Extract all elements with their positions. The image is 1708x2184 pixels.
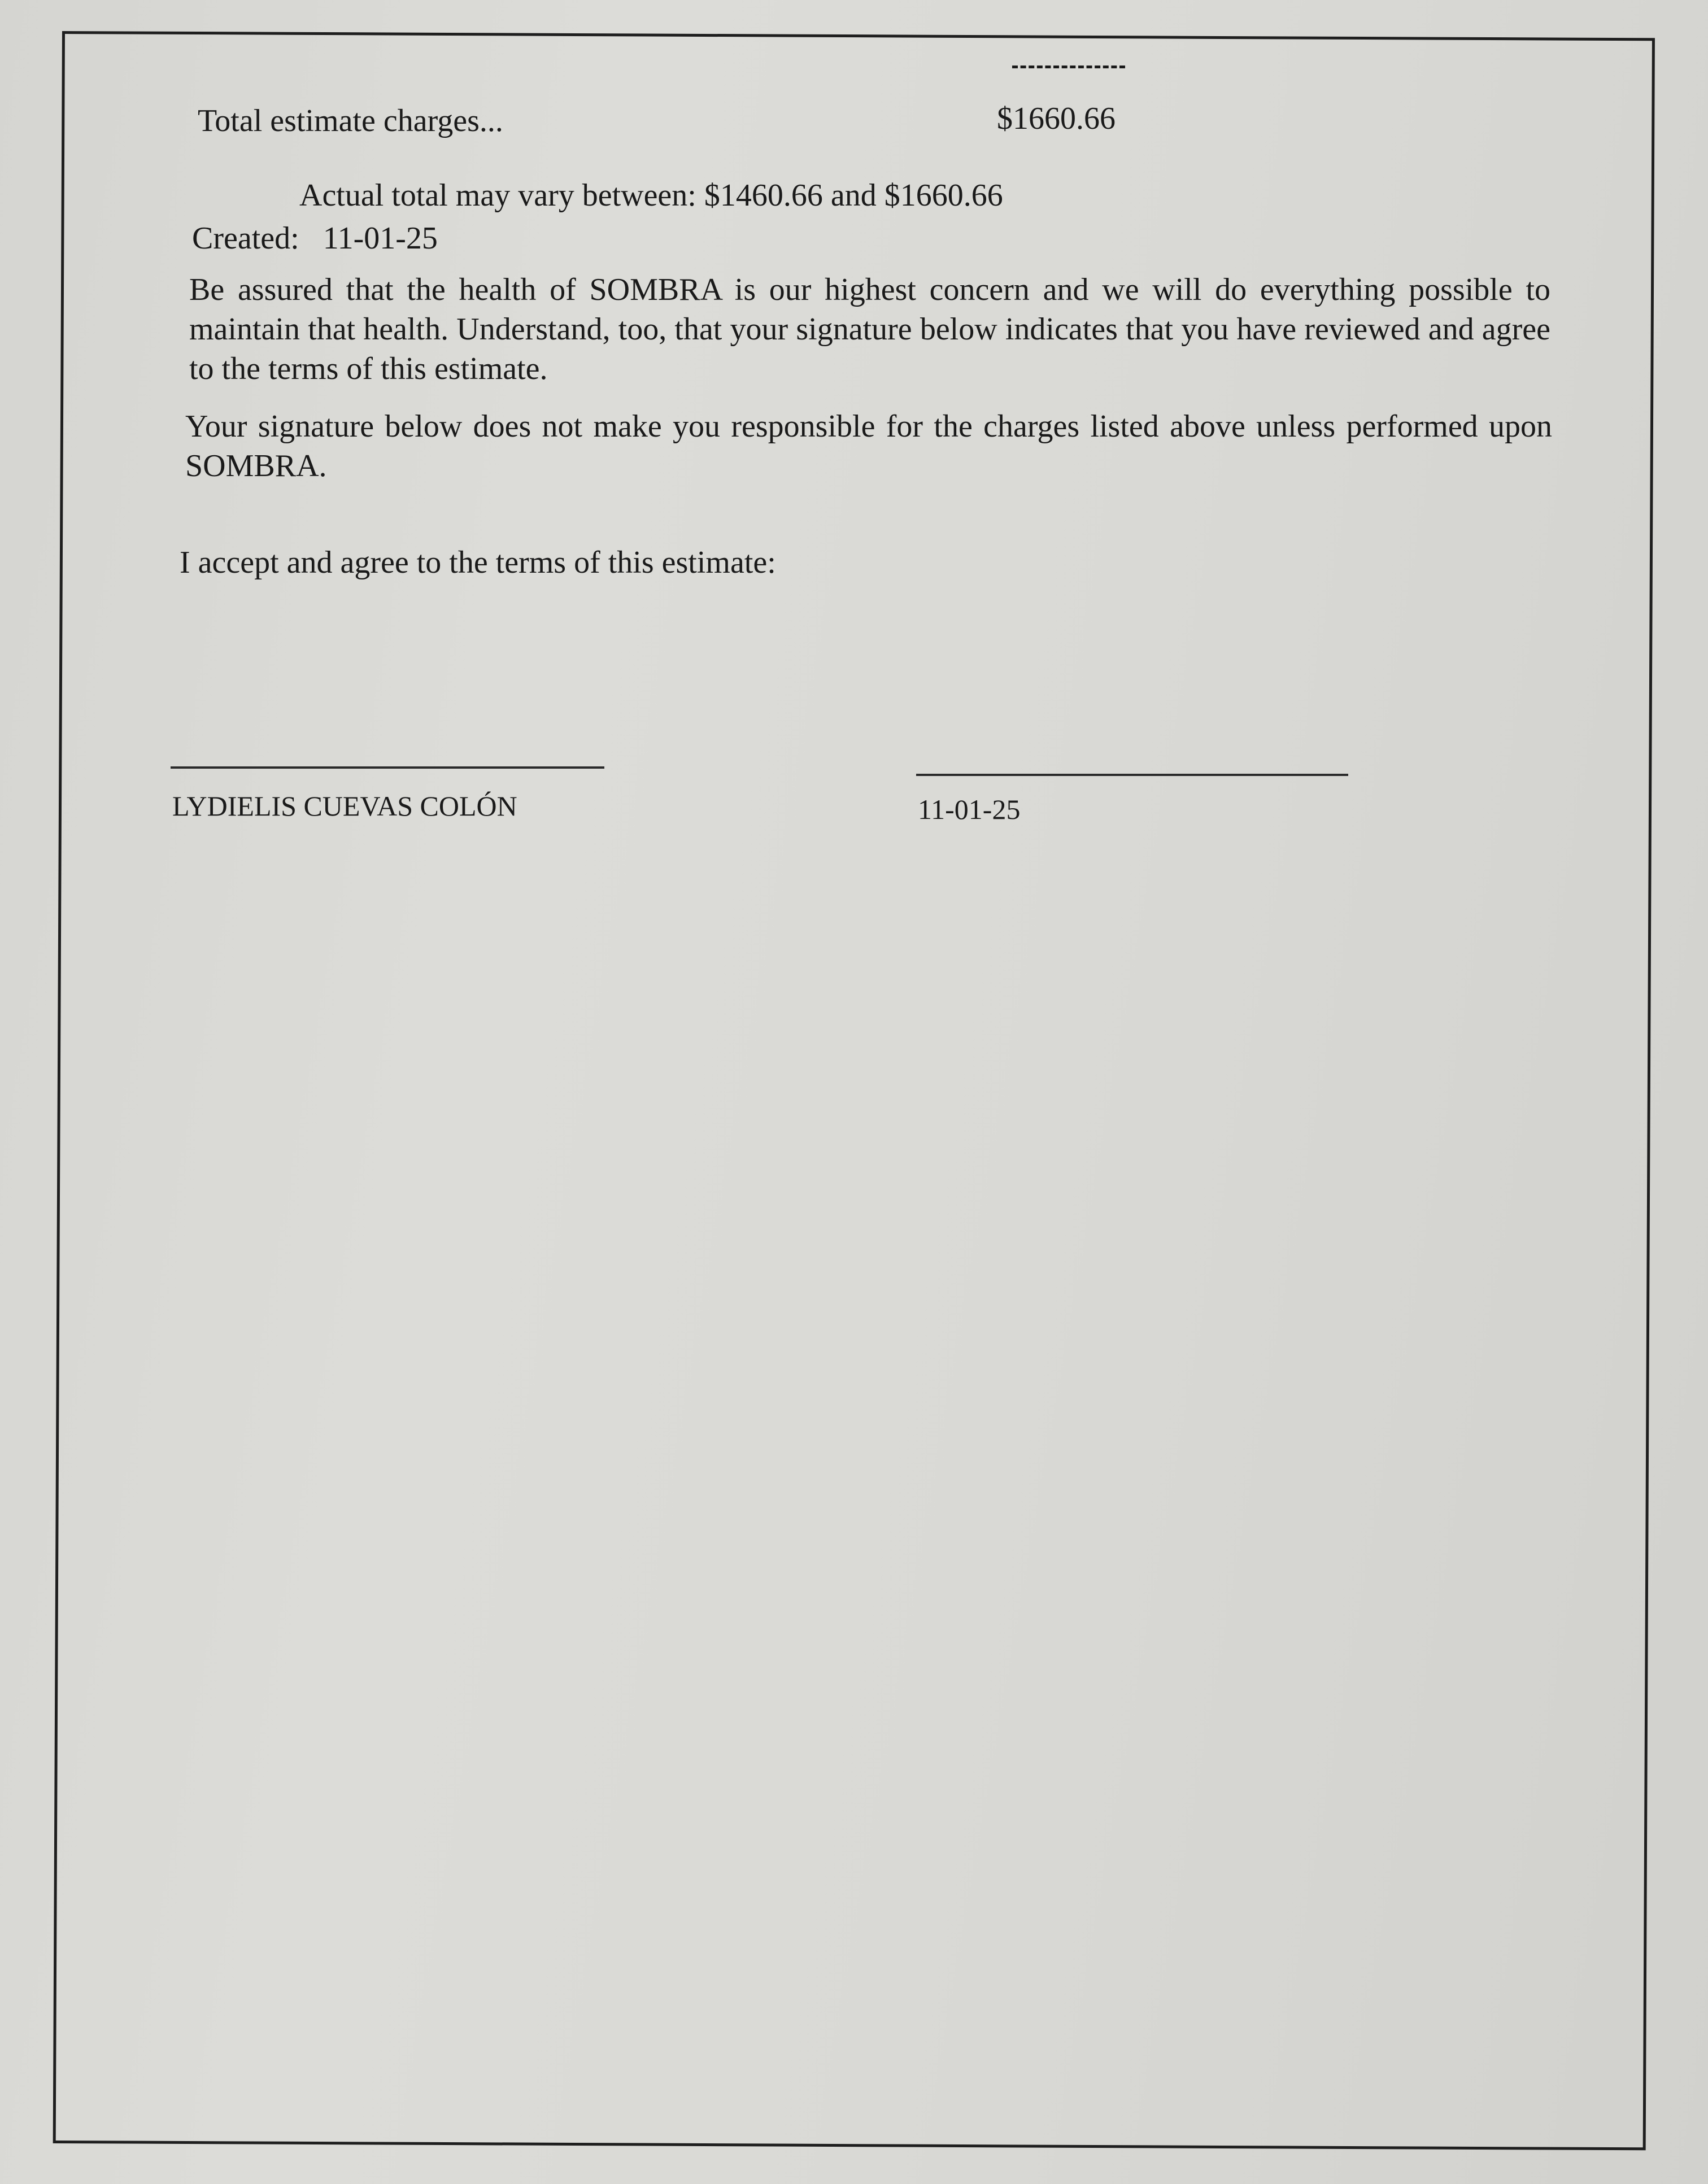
total-estimate-label: Total estimate charges... (198, 103, 503, 138)
total-estimate-value: $1660.66 (997, 101, 1116, 136)
acceptance-statement: I accept and agree to the terms of this estimate: (180, 545, 776, 580)
signature-date: 11-01-25 (918, 794, 1021, 825)
created-date: 11-01-25 (323, 221, 438, 256)
date-line (916, 774, 1348, 776)
signer-name: LYDIELIS CUEVAS COLÓN (172, 790, 517, 822)
estimate-range: Actual total may vary between: $1460.66 and $1660.66 (299, 178, 1003, 213)
created-row (192, 223, 438, 254)
signature-line (171, 766, 604, 769)
created-label: Created: (192, 221, 299, 256)
health-paragraph: Be assured that the health of SOMBRA is our highest concern and we will do everything possible to maintain that health. Understand, too, that your signature below indicates that you have reviewed and agree to the terms of this estimate. (189, 272, 1550, 386)
responsibility-paragraph: Your signature below does not make you responsible for the charges listed above unless performed upon SOMBRA. (185, 409, 1552, 483)
total-separator (1012, 66, 1125, 68)
